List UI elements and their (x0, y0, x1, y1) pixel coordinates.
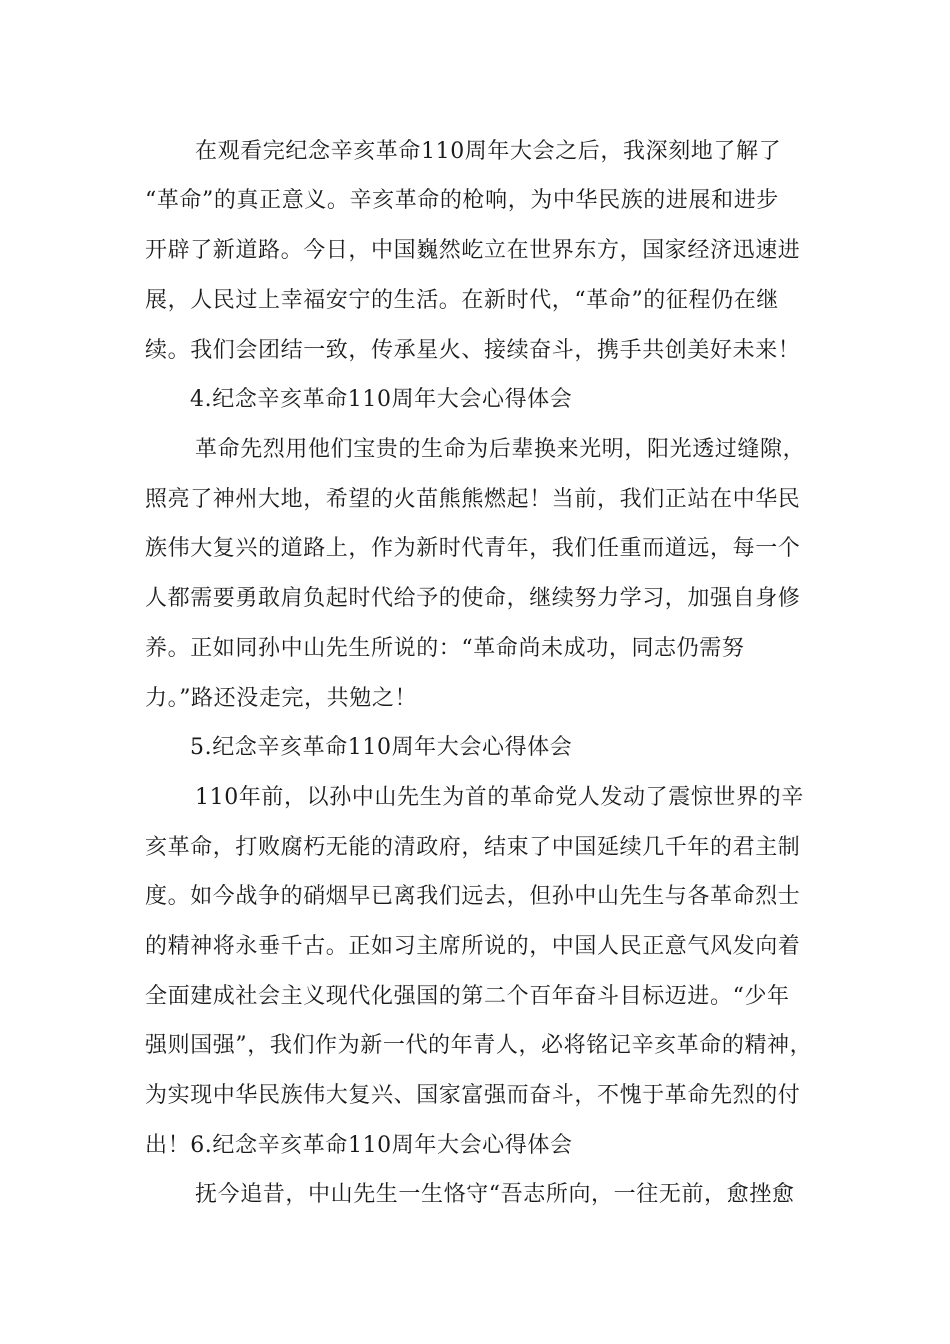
text-line: 革命先烈用他们宝贵的生命为后辈换来光明，阳光透过缝隙， (195, 437, 806, 462)
text-line: 开辟了新道路。今日，中国巍然屹立在世界东方，国家经济迅速进 (145, 238, 801, 263)
text-line: 亥革命，打败腐朽无能的清政府，结束了中国延续几千年的君主制 (145, 835, 801, 860)
text-line: 110年前，以孙中山先生为首的革命党人发动了震惊世界的辛 (195, 785, 804, 810)
text-line: 度。如今战争的硝烟早已离我们远去，但孙中山先生与各革命烈士 (145, 884, 801, 909)
section-heading: 5.纪念辛亥革命110周年大会心得体会 (190, 735, 573, 760)
text-line: “革命”的真正意义。辛亥革命的枪响，为中华民族的进展和进步 (145, 188, 779, 213)
text-line: 的精神将永垂千古。正如习主席所说的，中国人民正意气风发向着 (145, 934, 801, 959)
text-line: 为实现中华民族伟大复兴、国家富强而奋斗，不愧于革命先烈的付 (145, 1083, 801, 1108)
text-line: 强则国强”，我们作为新一代的年青人，必将铭记辛亥革命的精神， (145, 1033, 813, 1058)
text-line: 族伟大复兴的道路上，作为新时代青年，我们任重而道远，每一个 (145, 536, 801, 561)
section-heading: 4.纪念辛亥革命110周年大会心得体会 (190, 387, 573, 412)
text-line: 力。”路还没走完，共勉之！ (145, 686, 418, 711)
text-line: 展，人民过上幸福安宁的生活。在新时代，“革命”的征程仍在继 (145, 288, 779, 313)
text-line: 全面建成社会主义现代化强国的第二个百年奋斗目标迈进。“少年 (145, 984, 790, 1009)
text-line: 在观看完纪念辛亥革命110周年大会之后，我深刻地了解了 (195, 139, 782, 164)
text-line: 人都需要勇敢肩负起时代给予的使命，继续努力学习，加强自身修 (145, 586, 801, 611)
text-line: 照亮了神州大地，希望的火苗熊熊燃起！当前，我们正站在中华民 (145, 487, 801, 512)
text-line: 出！6.纪念辛亥革命110周年大会心得体会 (145, 1133, 573, 1158)
text-line: 续。我们会团结一致，传承星火、接续奋斗，携手共创美好未来！ (145, 338, 801, 363)
text-line: 抚今追昔，中山先生一生恪守“吾志所向，一往无前，愈挫愈 (195, 1182, 795, 1207)
text-line: 养。正如同孙中山先生所说的：“革命尚未成功，同志仍需努 (145, 636, 745, 661)
